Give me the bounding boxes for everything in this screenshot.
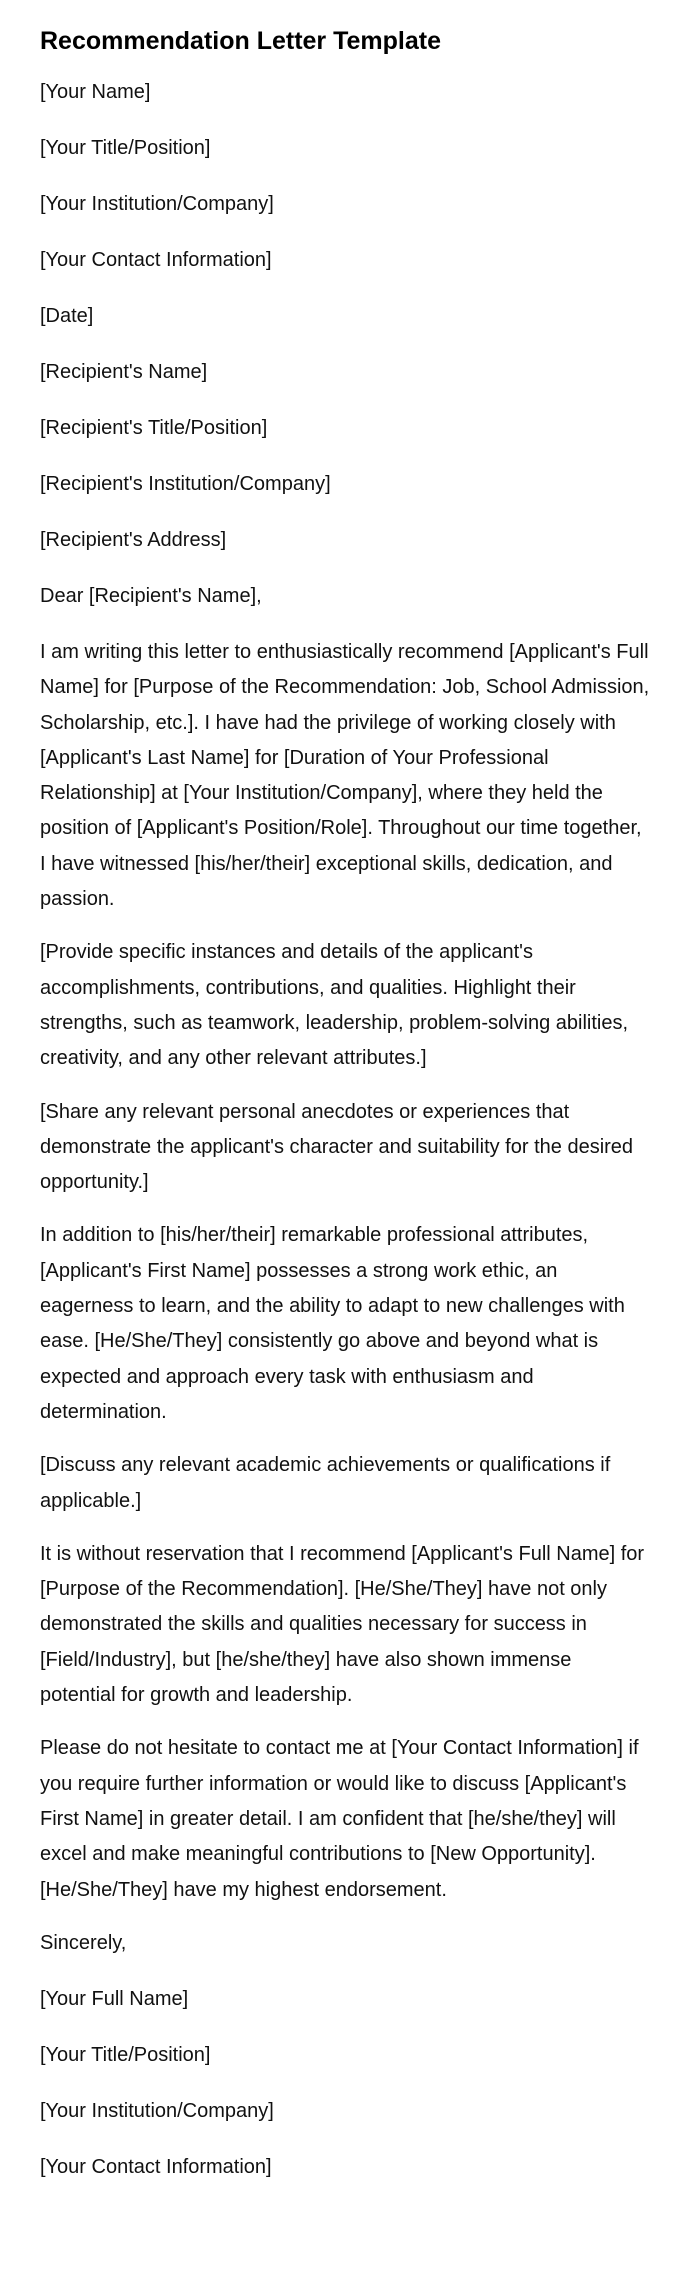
body-paragraph-academics: [Discuss any relevant academic achievements or qualifications if applicable.] [40,1454,611,1512]
signature-contact: [Your Contact Information] [40,2155,272,2178]
sender-title: [Your Title/Position] [40,137,211,159]
body-paragraph-attributes: In addition to [his/her/their] remarkable professional attributes, [Applicant's First Name] possesses a strong work ethic, an eagerness to learn, and the ability to adapt to new challenges with ease. [He/She/They] consistently go above and beyond what is expected and approach every task with enthusiasm and determination. [40,1224,625,1423]
body-paragraph-contact: Please do not hesitate to contact me at [Your Contact Information] if you require further information or would like to discuss [Applicant's First Name] in greater detail. I am confident that [he/she/they] will excel and make meaningful contributions to [New Opportunity]. [He/She/They] have my highest endorsement. [40,1737,639,1901]
recipient-block [40,355,660,558]
document-title: Recommendation Letter Template [40,27,442,55]
sender-block [40,75,660,334]
signature-institution: [Your Institution/Company] [40,2099,274,2122]
sender-contact: [Your Contact Information] [40,249,272,271]
recipient-title: [Recipient's Title/Position] [40,417,268,439]
letter-date: [Date] [40,305,94,327]
signature-title: [Your Title/Position] [40,2043,211,2066]
body-paragraph-intro: I am writing this letter to enthusiastically recommend [Applicant's Full Name] for [Purpose of the Recommendation: Job, School Admission, Scholarship, etc.]. I have had the privilege of working closely with [Applicant's Last Name] for [Duration of Your Professional Relationship] at [Your Institution/Company], where they held the position of [Applicant's Position/Role]. Throughout our time together, I have witnessed [his/her/their] exceptional skills, dedication, and passion. [40,641,650,911]
recipient-name: [Recipient's Name] [40,361,208,383]
sender-name: [Your Name] [40,81,151,103]
recipient-address: [Recipient's Address] [40,529,227,551]
signature-block [40,1982,660,2185]
letter-page [40,20,660,2206]
salutation: Dear [Recipient's Name], [40,585,262,607]
closing: Sincerely, [40,1931,127,1954]
signature-name: [Your Full Name] [40,1987,189,2010]
letter-body [40,635,660,1908]
body-paragraph-instances: [Provide specific instances and details of the applicant's accomplishments, contributions, and qualities. Highlight their strengths, such as teamwork, leadership, problem-solving abilities, creativity, and any other relevant attributes.] [40,941,629,1070]
body-paragraph-anecdotes: [Share any relevant personal anecdotes or experiences that demonstrate the applicant's character and suitability for the desired opportunity.] [40,1100,634,1194]
body-paragraph-recommendation: It is without reservation that I recommend [Applicant's Full Name] for [Purpose of the Recommendation]. [He/She/They] have not only demonstrated the skills and qualities necessary for success in [Field/Industry], but [he/she/they] have also shown immense potential for growth and leadership. [40,1542,645,1707]
recipient-institution: [Recipient's Institution/Company] [40,473,331,495]
sender-institution: [Your Institution/Company] [40,193,274,215]
